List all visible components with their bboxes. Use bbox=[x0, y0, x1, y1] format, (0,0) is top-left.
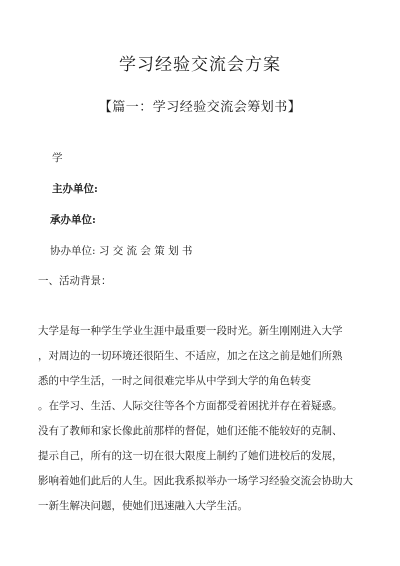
paragraph-line: 提示自己，所有的这一切在很大限度上制约了她们进校后的发展， bbox=[38, 450, 343, 462]
paragraph-line: 。在学习、生活、人际交往等各个方面都受着困扰并存在着疑惑。 bbox=[38, 400, 343, 412]
paragraph-line: 悉的中学生活，一时之间很难完毕从中学到大学的角色转变 bbox=[38, 375, 311, 387]
paragraph-line: ，对周边的一切环境还很陌生、不适应，加之在这之前是她们所熟 bbox=[38, 350, 343, 362]
section-heading: 一、活动背景： bbox=[38, 275, 112, 287]
paragraph-line: 一新生解决问题，使她们迅速融入大学生活。 bbox=[38, 500, 248, 512]
field-fragment: 学 bbox=[52, 152, 63, 164]
paragraph-line: 影响着她们此后的人生。因此我系拟举办一场学习经验交流会协助大 bbox=[38, 475, 353, 487]
field-co-organizer: 协办单位: 习 交 流 会 策 划 书 bbox=[50, 245, 193, 257]
document-title: 学习经验交流会方案 bbox=[119, 55, 281, 75]
field-organizer: 承办单位: bbox=[50, 214, 96, 226]
field-host: 主办单位: bbox=[52, 183, 98, 195]
paragraph-line: 没有了教师和家长像此前那样的督促，她们还能不能较好的克制、 bbox=[38, 425, 343, 437]
document-subtitle: 【篇一：学习经验交流会筹划书】 bbox=[98, 100, 302, 115]
paragraph-line: 大学是每一种学生学业生涯中最重要一段时光。新生刚刚进入大学 bbox=[38, 325, 343, 337]
